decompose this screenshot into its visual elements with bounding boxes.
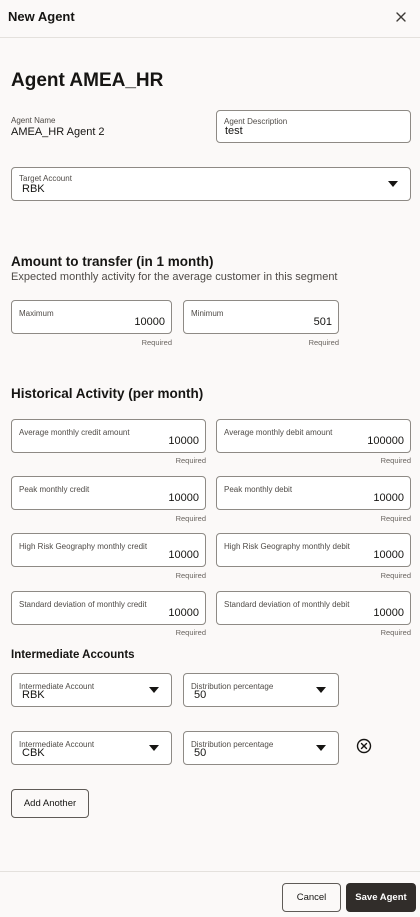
cancel-button[interactable]: Cancel xyxy=(282,883,341,912)
maximum-field[interactable] xyxy=(11,300,172,334)
avg-debit-label: Average monthly debit amount xyxy=(224,428,333,437)
hrg-debit-value: 10000 xyxy=(373,549,404,561)
avg-credit-label: Average monthly credit amount xyxy=(19,428,130,437)
std-credit-field[interactable] xyxy=(11,591,206,625)
std-debit-hint: Required xyxy=(380,628,411,637)
distribution-percentage-value: 50 xyxy=(194,689,207,701)
target-account-select[interactable] xyxy=(11,167,411,201)
distribution-percentage-select[interactable] xyxy=(183,673,339,707)
agent-description-field[interactable] xyxy=(216,110,411,143)
distribution-percentage-select[interactable] xyxy=(183,731,339,765)
dialog-title: New Agent xyxy=(8,9,75,24)
peak-credit-value: 10000 xyxy=(168,492,199,504)
hrg-debit-field[interactable] xyxy=(216,533,411,567)
hrg-credit-label: High Risk Geography monthly credit xyxy=(19,542,148,551)
intermediate-account-label: Intermediate Account xyxy=(19,682,95,691)
intermediate-account-select[interactable] xyxy=(11,731,172,765)
close-icon[interactable] xyxy=(392,8,410,26)
minimum-value: 501 xyxy=(313,316,332,328)
maximum-value: 10000 xyxy=(134,316,165,328)
target-account-label: Target Account xyxy=(19,174,72,183)
historical-section-title: Historical Activity (per month) xyxy=(11,386,204,401)
peak-credit-field[interactable] xyxy=(11,476,206,510)
peak-debit-value: 10000 xyxy=(373,492,404,504)
hrg-credit-value: 10000 xyxy=(168,549,199,561)
hrg-credit-field[interactable] xyxy=(11,533,206,567)
intermediate-account-label: Intermediate Account xyxy=(19,740,95,749)
minimum-label: Minimum xyxy=(191,309,224,318)
intermediate-account-value: CBK xyxy=(22,747,45,759)
minimum-hint: Required xyxy=(308,338,339,347)
std-debit-field[interactable] xyxy=(216,591,411,625)
dialog-footer xyxy=(0,871,420,917)
chevron-down-icon xyxy=(149,745,159,751)
peak-credit-hint: Required xyxy=(175,514,206,523)
remove-circle-icon[interactable] xyxy=(356,738,372,754)
chevron-down-icon xyxy=(388,181,398,187)
avg-credit-hint: Required xyxy=(175,456,206,465)
std-credit-hint: Required xyxy=(175,628,206,637)
page-title: Agent AMEA_HR xyxy=(11,70,164,91)
std-credit-value: 10000 xyxy=(168,607,199,619)
avg-debit-value: 100000 xyxy=(367,435,404,447)
save-agent-button[interactable]: Save Agent xyxy=(346,883,416,912)
agent-name-label: Agent Name xyxy=(11,116,56,125)
avg-credit-field[interactable] xyxy=(11,419,206,453)
peak-credit-label: Peak monthly credit xyxy=(19,485,90,494)
peak-debit-field[interactable] xyxy=(216,476,411,510)
minimum-field[interactable] xyxy=(183,300,339,334)
distribution-percentage-label: Distribution percentage xyxy=(191,740,274,749)
peak-debit-hint: Required xyxy=(380,514,411,523)
chevron-down-icon xyxy=(316,745,326,751)
std-debit-value: 10000 xyxy=(373,607,404,619)
std-credit-label: Standard deviation of monthly credit xyxy=(19,600,147,609)
peak-debit-label: Peak monthly debit xyxy=(224,485,293,494)
add-another-button[interactable]: Add Another xyxy=(11,789,89,818)
amount-section-title: Amount to transfer (in 1 month) xyxy=(11,254,214,269)
intermediate-account-value: RBK xyxy=(22,689,45,701)
agent-description-value: test xyxy=(225,125,243,137)
agent-description-label: Agent Description xyxy=(224,117,288,126)
agent-name-value: AMEA_HR Agent 2 xyxy=(11,126,105,138)
maximum-hint: Required xyxy=(141,338,172,347)
distribution-percentage-value: 50 xyxy=(194,747,207,759)
chevron-down-icon xyxy=(149,687,159,693)
hrg-credit-hint: Required xyxy=(175,571,206,580)
chevron-down-icon xyxy=(316,687,326,693)
distribution-percentage-label: Distribution percentage xyxy=(191,682,274,691)
hrg-debit-label: High Risk Geography monthly debit xyxy=(224,542,350,551)
intermediate-account-select[interactable] xyxy=(11,673,172,707)
intermediate-section-title: Intermediate Accounts xyxy=(11,649,135,661)
dialog-header xyxy=(0,0,420,38)
maximum-label: Maximum xyxy=(19,309,54,318)
target-account-value: RBK xyxy=(22,183,45,195)
avg-credit-value: 10000 xyxy=(168,435,199,447)
std-debit-label: Standard deviation of monthly debit xyxy=(224,600,350,609)
amount-section-description: Expected monthly activity for the average customer in this segment xyxy=(11,271,338,283)
hrg-debit-hint: Required xyxy=(380,571,411,580)
avg-debit-field[interactable] xyxy=(216,419,411,453)
avg-debit-hint: Required xyxy=(380,456,411,465)
